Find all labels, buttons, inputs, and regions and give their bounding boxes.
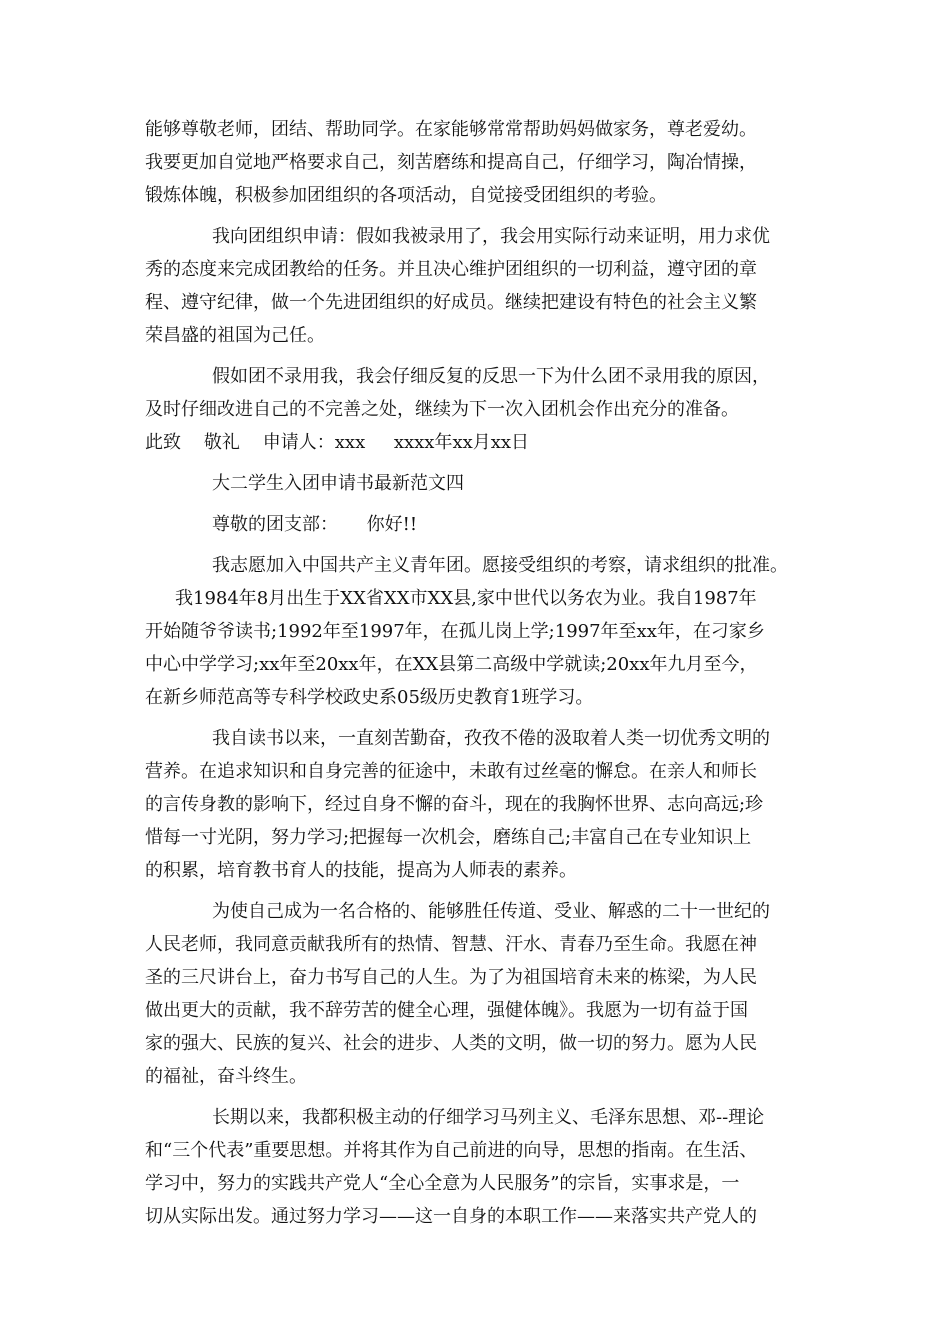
- text-line: 锻炼体魄，积极参加团组织的各项活动，自觉接受团组织的考验。: [145, 185, 667, 206]
- text-line: 和“三个代表”重要思想。并将其作为自己前进的向导，思想的指南。在生活、: [145, 1140, 758, 1161]
- text-line: 及时仔细改进自己的不完善之处，继续为下一次入团机会作出充分的准备。: [145, 399, 739, 420]
- text-line: 圣的三尺讲台上，奋力书写自己的人生。为了为祖国培育未来的栋梁，为人民: [145, 967, 757, 988]
- text-line: 切从实际出发。通过努力学习——这一自身的本职工作——来落实共产党人的: [145, 1206, 757, 1227]
- salutation: 尊敬的团支部： 你好!!: [212, 514, 418, 535]
- closing-line: 此致 敬礼 申请人：xxx xxxx年xx月xx日: [145, 432, 530, 453]
- text-line: 人民老师，我同意贡献我所有的热情、智慧、汗水、青春乃至生命。我愿在神: [145, 934, 757, 955]
- text-line: 为使自己成为一名合格的、能够胜任传道、受业、解惑的二十一世纪的: [212, 901, 770, 922]
- text-line: 我要更加自觉地严格要求自己，刻苦磨练和提高自己，仔细学习，陶冶情操，: [145, 152, 757, 173]
- text-line: 我志愿加入中国共产主义青年团。愿接受组织的考察，请求组织的批准。: [212, 555, 788, 576]
- text-line: 的福祉，奋斗终生。: [145, 1066, 307, 1087]
- text-line: 我1984年8月出生于XX省XX市XX县,家中世代以务农为业。我自1987年: [175, 588, 757, 609]
- section-title: 大二学生入团申请书最新范文四: [212, 473, 464, 494]
- text-line: 能够尊敬老师，团结、帮助同学。在家能够常常帮助妈妈做家务，尊老爱幼。: [145, 119, 757, 140]
- text-line: 假如团不录用我，我会仔细反复的反思一下为什么团不录用我的原因，: [212, 366, 770, 387]
- text-line: 家的强大、民族的复兴、社会的进步、人类的文明，做一切的努力。愿为人民: [145, 1033, 757, 1054]
- text-line: 的积累，培育教书育人的技能，提高为人师表的素养。: [145, 860, 577, 881]
- text-line: 我自读书以来，一直刻苦勤奋，孜孜不倦的汲取着人类一切优秀文明的: [212, 728, 770, 749]
- text-line: 营养。在追求知识和自身完善的征途中，未敢有过丝毫的懈怠。在亲人和师长: [145, 761, 757, 782]
- text-line: 开始随爷爷读书;1992年至1997年，在孤儿岗上学;1997年至xx年，在刁家乡: [145, 621, 765, 642]
- text-line: 的言传身教的影响下，经过自身不懈的奋斗，现在的我胸怀世界、志向高远;珍: [145, 794, 764, 815]
- text-line: 荣昌盛的祖国为己任。: [145, 325, 325, 346]
- text-line: 在新乡师范高等专科学校政史系05级历史教育1班学习。: [145, 687, 594, 708]
- text-line: 惜每一寸光阴，努力学习;把握每一次机会，磨练自己;丰富自己在专业知识上: [145, 827, 752, 848]
- text-line: 中心中学学习;xx年至20xx年，在XX县第二高级中学就读;20xx年九月至今，: [145, 654, 758, 675]
- text-line: 我向团组织申请：假如我被录用了，我会用实际行动来证明，用力求优: [212, 226, 770, 247]
- text-line: 学习中，努力的实践共产党人“全心全意为人民服务”的宗旨，实事求是，一: [145, 1173, 740, 1194]
- text-line: 长期以来，我都积极主动的仔细学习马列主义、毛泽东思想、邓--理论: [212, 1107, 765, 1128]
- text-line: 程、遵守纪律，做一个先进团组织的好成员。继续把建设有特色的社会主义繁: [145, 292, 757, 313]
- text-line: 做出更大的贡献，我不辞劳苦的健全心理，强健体魄》。我愿为一切有益于国: [145, 1000, 748, 1021]
- text-line: 秀的态度来完成团教给的任务。并且决心维护团组织的一切利益，遵守团的章: [145, 259, 757, 280]
